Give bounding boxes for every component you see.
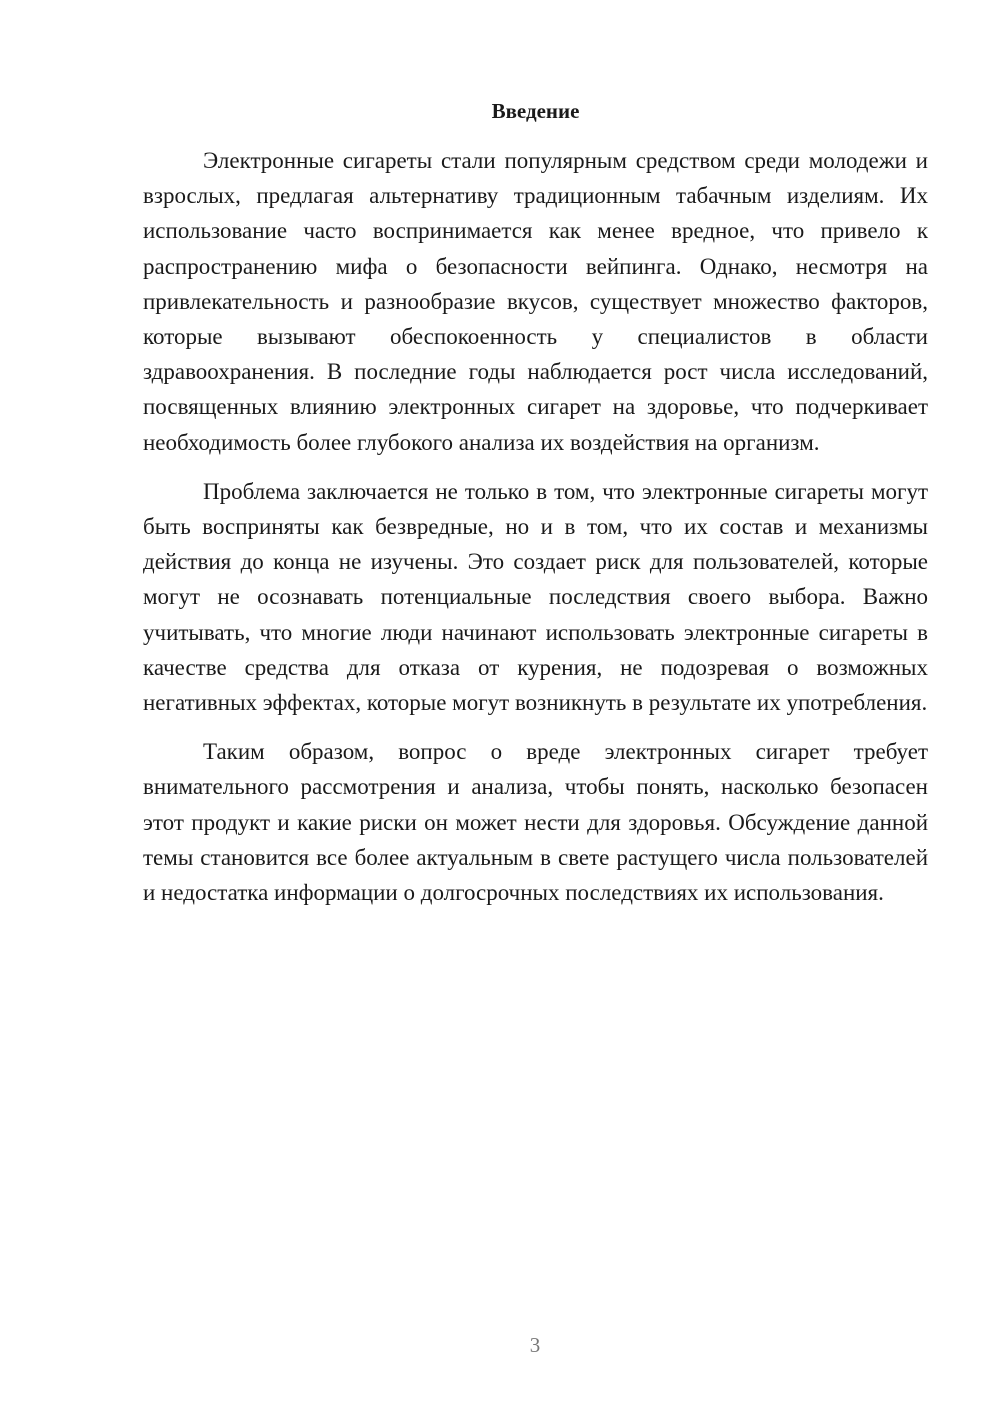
section-heading: Введение [491, 99, 580, 123]
paragraph-1: Электронные сигареты стали популярным средством среди молодежи и взрослых, предлагая альтернативу традиционным табачным изделиям. Их использование часто воспринимается как менее вредное, что привело к распространению мифа о безопасности вейпинга. Однако, несмотря на привлекательность и разнообразие вкусов, существует множество факторов, которые вызывают обеспокоенность у специалистов в области здравоохранения. В последние годы наблюдается рост числа исследований, посвященных влиянию электронных сигарет на здоровье, что подчеркивает необходимость более глубокого анализа их воздействия на организм. [143, 148, 928, 455]
page-number: 3 [529, 1333, 541, 1357]
paragraph-3: Таким образом, вопрос о вреде электронных сигарет требует внимательного рассмотрения и анализа, чтобы понять, насколько безопасен этот продукт и какие риски он может нести для здоровья. Обсуждение данной темы становится все более актуальным в свете растущего числа пользователей и недостатка информации о долгосрочных последствиях их использования. [143, 739, 928, 906]
body-text [143, 143, 928, 924]
paragraph-2: Проблема заключается не только в том, что электронные сигареты могут быть восприняты как безвредные, но и в том, что их состав и механизмы действия до конца не изучены. Это создает риск для пользователей, которые могут не осознавать потенциальные последствия своего выбора. Важно учитывать, что многие люди начинают использовать электронные сигареты в качестве средства для отказа от курения, не подозревая о возможных негативных эффектах, которые могут возникнуть в результате их употребления. [143, 478, 928, 716]
